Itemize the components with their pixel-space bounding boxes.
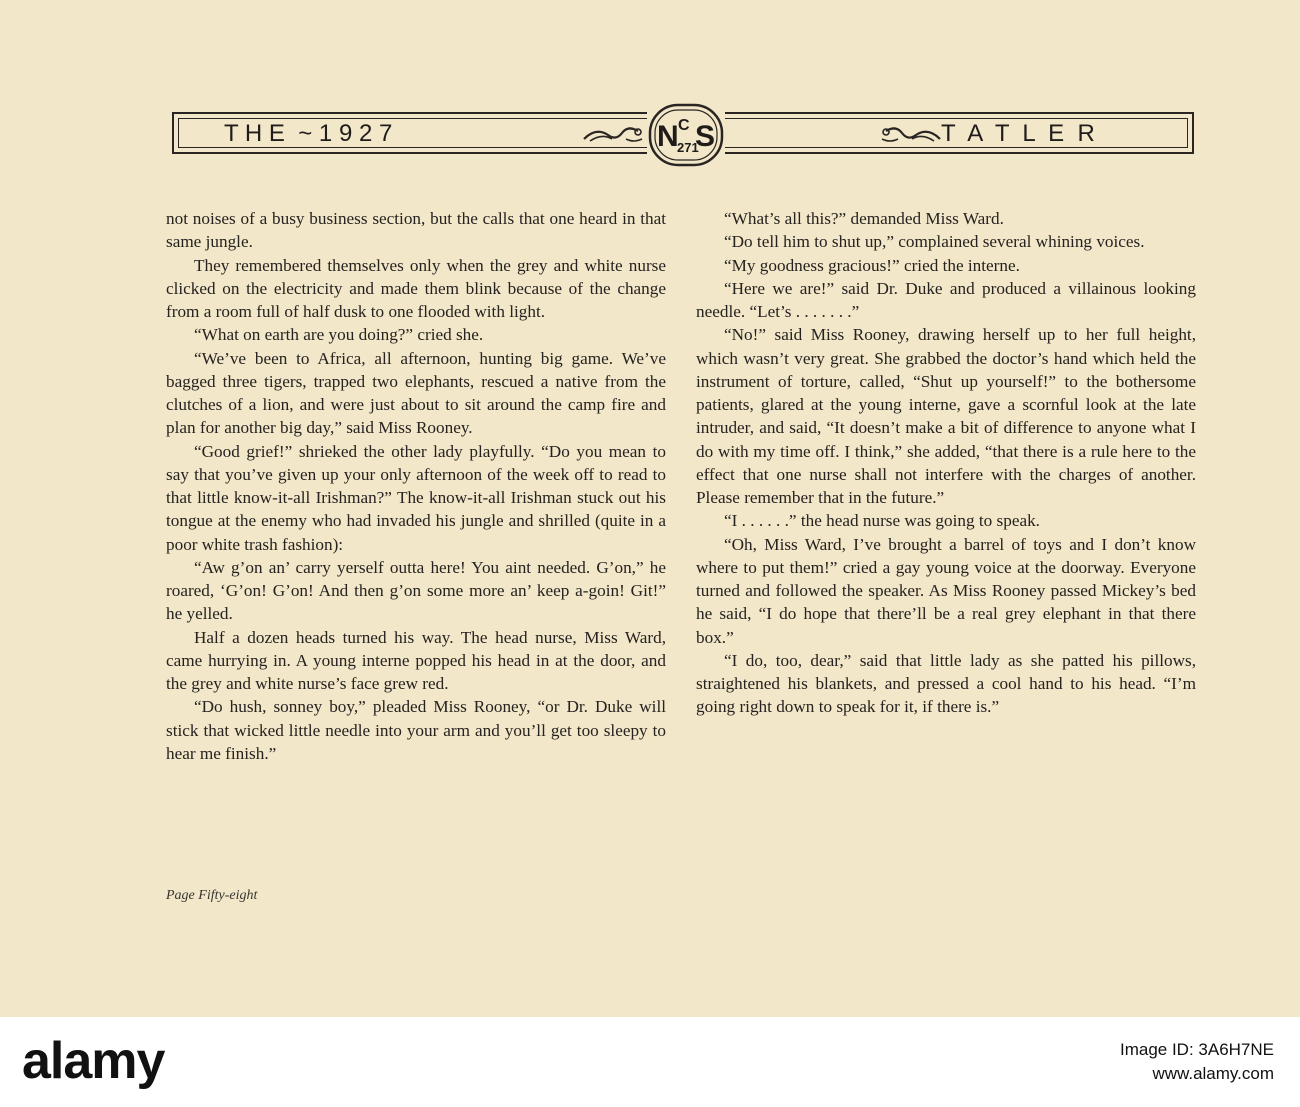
stock-site-url: www.alamy.com xyxy=(1152,1064,1274,1083)
paragraph: “Here we are!” said Dr. Duke and produced a villainous looking needle. “Let’s . . . . . . .” xyxy=(696,278,1196,321)
paragraph: “Aw g’on an’ carry yerself outta here! You aint needed. G’on,” he roared, ‘G’on! G’on! And then g’on some more an’ keep a-goin! Git!” he yelled. xyxy=(166,557,666,624)
monogram-n: N xyxy=(657,120,679,153)
page-number: Page Fifty-eight xyxy=(166,888,258,903)
monogram-c: C xyxy=(678,117,690,134)
monogram-number: 271 xyxy=(677,140,699,155)
image-id-label: Image ID: 3A6H7NE xyxy=(1119,1040,1274,1059)
paragraph: not noises of a busy business section, but the calls that one heard in that same jungle. xyxy=(166,209,666,252)
paragraph: They remembered themselves only when the grey and white nurse clicked on the electricity and made them blink because of the change from a room full of half dusk to one flooded with light. xyxy=(166,255,666,321)
masthead-left-text: T H E ~ 1 9 2 7 xyxy=(224,120,393,147)
paragraph: “I do, too, dear,” said that little lady as she patted his pillows, straightened his blankets, and pressed a cool hand to his head. “I’m going right down to speak for it, if there is.” xyxy=(696,650,1196,717)
paragraph: “We’ve been to Africa, all afternoon, hunting big game. We’ve bagged three tigers, trapped two elephants, rescued a native from the clutches of a lion, and were just about to sit around the camp fire and plan for another big day,” said Miss Rooney. xyxy=(166,348,666,438)
school-monogram xyxy=(647,102,725,168)
paragraph: “No!” said Miss Rooney, drawing herself up to her full height, which wasn’t very great. She grabbed the doctor’s hand which held the instrument of torture, called, “Shut up yourself!” to the bothersome patients, glared at the young interne, gave a scornful look at the late intruder, and said, “It doesn’t make a bit of difference to anyone what I do with my time off. I think,” she added, “that there is a rule here to the effect that one nurse shall not interfere with the charges of another. Please remember that in the future.” xyxy=(696,325,1196,507)
paragraph: “My goodness gracious!” cried the interne. xyxy=(724,255,1020,275)
paragraph: Half a dozen heads turned his way. The head nurse, Miss Ward, came hurrying in. A young interne popped his head in at the door, and the grey and white nurse’s face grew red. xyxy=(166,627,666,693)
paragraph: “What on earth are you doing?” cried she. xyxy=(194,325,484,345)
monogram-s: S xyxy=(695,120,716,153)
paragraph: “Do hush, sonney boy,” pleaded Miss Rooney, “or Dr. Duke will stick that wicked little needle into your arm and you’ll get too sleepy to hear me finish.” xyxy=(166,697,666,763)
scroll-ornament-left-icon xyxy=(582,123,646,145)
masthead-right-text: T A T L E R xyxy=(941,120,1095,147)
stock-brand-logo: alamy xyxy=(22,1032,165,1090)
left-column xyxy=(166,207,666,765)
right-column xyxy=(696,207,1196,719)
paragraph: “What’s all this?” demanded Miss Ward. xyxy=(724,209,1004,228)
paragraph: “Do tell him to shut up,” complained several whining voices. xyxy=(724,232,1145,252)
paragraph: “Oh, Miss Ward, I’ve brought a barrel of toys and I don’t know where to put them!” cried a gay young voice at the doorway. Everyone turned and followed the speaker. As Miss Rooney passed Mickey’s bed he said, “I do hope that there’ll be a real grey elephant in that there box.” xyxy=(696,534,1196,647)
paragraph: “I . . . . . .” the head nurse was going to speak. xyxy=(724,511,1040,531)
scroll-ornament-right-icon xyxy=(878,123,942,145)
masthead-banner xyxy=(172,112,1194,154)
paragraph: “Good grief!” shrieked the other lady playfully. “Do you mean to say that you’ve given up your only afternoon of the week off to read to that little know-it-all Irishman?” The know-it-all Irishman stuck out his tongue at the enemy who had invaded his jungle and shrilled (quite in a poor white trash fashion): xyxy=(166,441,666,554)
stock-footer xyxy=(0,1017,1300,1107)
